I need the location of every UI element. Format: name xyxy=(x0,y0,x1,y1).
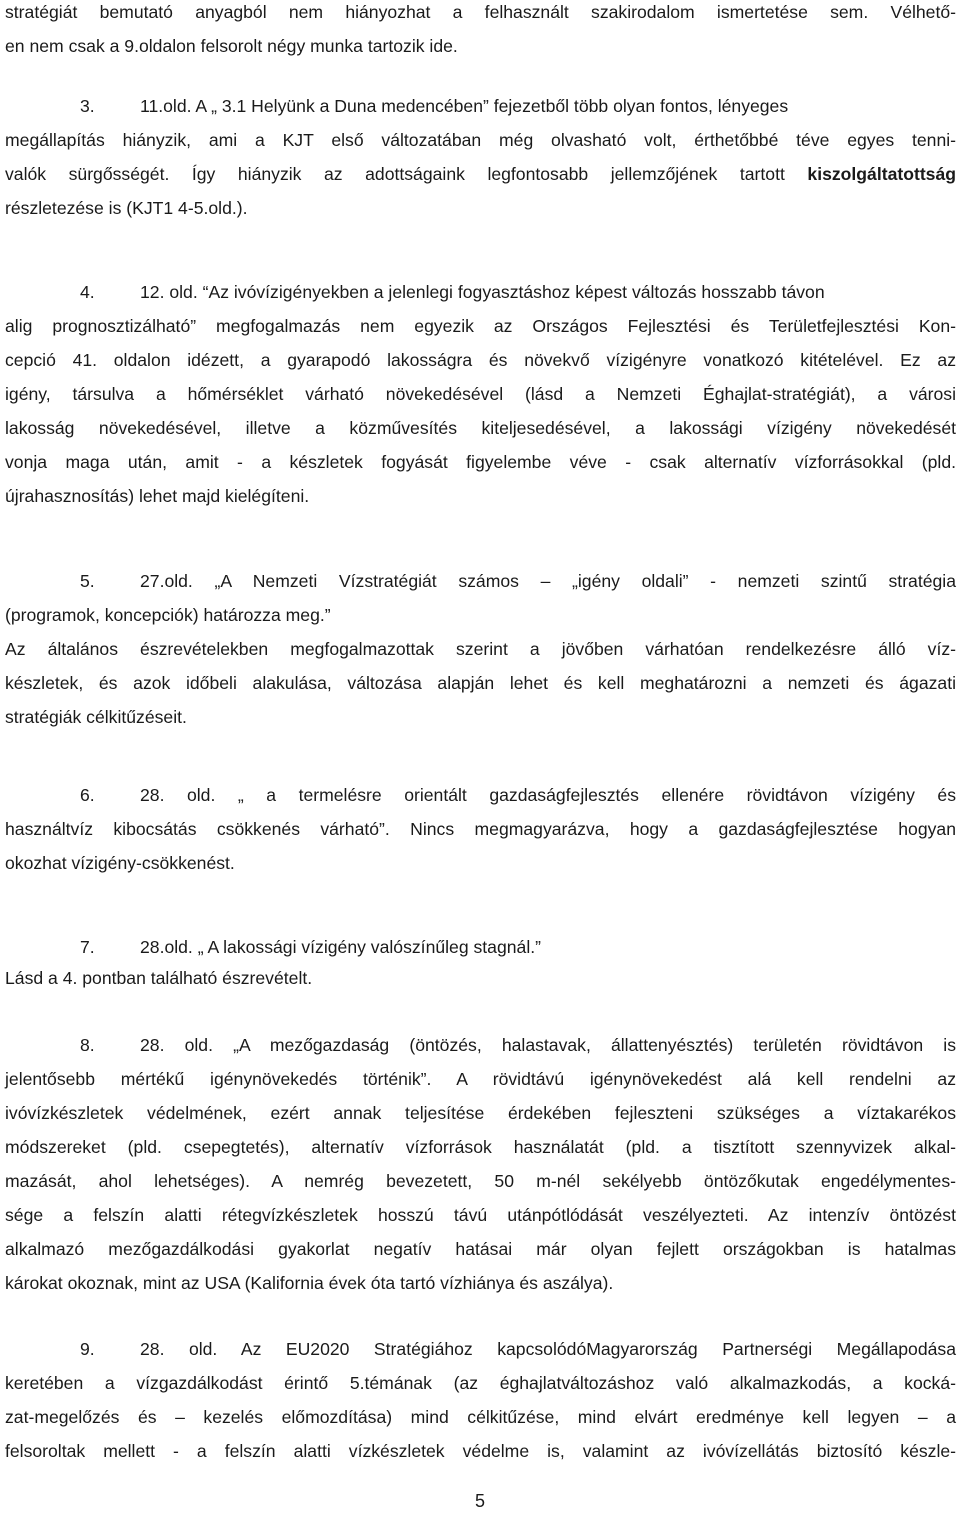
item-5-line-2: Az általános észrevételekben megfogalmazottak szerint a jövőben várhatóan rendelkezésre álló víz- xyxy=(5,639,956,659)
item-number: 6. xyxy=(80,785,95,805)
item-3-heading xyxy=(80,96,788,116)
item-4-line-4: lakosság növekedésével, illetve a közművesítés kiteljesedésével, a lakossági vízigény növekedését xyxy=(5,418,956,438)
item-6-line-2: okozhat vízigény-csökkenést. xyxy=(5,853,235,873)
item-5-heading xyxy=(80,571,956,591)
item-3-line-1: megállapítás hiányzik, ami a KJT első változatában még olvasható volt, érthetőbbé téve egyes tenni- xyxy=(5,130,956,150)
item-7-heading xyxy=(80,937,541,957)
item-3-line-2-text: valók sürgősségét. Így hiányzik az adottságaink legfontosabb jellemzőjének tartott xyxy=(5,164,808,184)
item-3-line-2 xyxy=(5,164,956,184)
item-8-line-2: ivóvízkészletek védelmének, ezért annak teljesítése érdekében fejleszteni szükséges a víztakarékos xyxy=(5,1103,956,1123)
item-7-head-text: 28.old. „ A lakossági vízigény valószínűleg stagnál.” xyxy=(140,937,541,957)
item-8-line-1: jelentősebb mértékű igénynövekedés történik”. A rövidtávú igénynövekedést alá kell rendelni az xyxy=(5,1069,956,1089)
item-9-head-text: 28. old. Az EU2020 Stratégiához kapcsolódóMagyarország Partnerségi Megállapodása xyxy=(140,1339,956,1359)
item-3-bold-term: kiszolgáltatottság xyxy=(807,164,956,184)
item-6-heading xyxy=(80,785,956,805)
item-5-line-4: stratégiák célkitűzéseit. xyxy=(5,707,187,727)
intro-line-1: stratégiát bemutató anyagból nem hiányozhat a felhasznált szakirodalom ismertetése sem. Vélhető- xyxy=(5,2,956,22)
item-number: 3. xyxy=(80,96,95,116)
item-4-heading xyxy=(80,282,825,302)
item-8-line-3: módszereket (pld. csepegtetés), alternatív vízforrások használatát (pld. a tisztított szennyvizek alkal- xyxy=(5,1137,956,1157)
item-8-heading xyxy=(80,1035,956,1055)
item-8-line-5: sége a felszín alatti rétegvízkészletek hosszú távú utánpótlódását veszélyezteti. Az intenzív öntözést xyxy=(5,1205,956,1225)
item-number: 5. xyxy=(80,571,95,591)
item-8-line-4: mazását, ahol lehetséges). A nemrég bevezetett, 50 m-nél sekélyebb öntözőkutak engedélymentes- xyxy=(5,1171,956,1191)
item-8-line-7: károkat okoznak, mint az USA (Kalifornia évek óta tartó vízhiánya és aszálya). xyxy=(5,1273,614,1293)
item-4-line-2: cepció 41. oldalon idézett, a gyarapodó lakosságra és növekvő vízigényre vonatkozó kitételével. Ez az xyxy=(5,350,956,370)
item-number: 8. xyxy=(80,1035,95,1055)
item-number: 7. xyxy=(80,937,95,957)
item-8-line-6: alkalmazó mezőgazdálkodási gyakorlat negatív hatásai már olyan fejlett országokban is hatalmas xyxy=(5,1239,956,1259)
intro-line-2: en nem csak a 9.oldalon felsorolt négy munka tartozik ide. xyxy=(5,36,458,56)
item-4-line-1: alig prognosztizálható” megfogalmazás nem egyezik az Országos Fejlesztési és Területfejlesztési Kon- xyxy=(5,316,956,336)
item-4-line-3: igény, társulva a hőmérséklet várható növekedésével (lásd a Nemzeti Éghajlat-stratégiát), a városi xyxy=(5,384,956,404)
item-9-line-2: zat-megelőzés és – kezelés előmozdítása) mind célkitűzése, mind elvárt eredménye kell legyen – a xyxy=(5,1407,956,1427)
item-number: 9. xyxy=(80,1339,95,1359)
item-4-line-6: újrahasznosítás) lehet majd kielégíteni. xyxy=(5,486,310,506)
item-9-line-1: keretében a vízgazdálkodást érintő 5.témának (az éghajlatváltozáshoz való alkalmazkodás, a kocká- xyxy=(5,1373,956,1393)
item-4-line-5: vonja maga után, amit - a készletek fogyását figyelembe véve - csak alternatív vízforrásokkal (pld. xyxy=(5,452,956,472)
item-number: 4. xyxy=(80,282,95,302)
item-6-head-text: 28. old. „ a termelésre orientált gazdaságfejlesztés ellenére rövidtávon vízigény és xyxy=(140,785,956,805)
page-number: 5 xyxy=(474,1491,485,1511)
item-9-heading xyxy=(80,1339,956,1359)
item-5-line-3: készletek, és azok időbeli alakulása, változása alapján lehet és kell meghatározni a nemzeti és ágazati xyxy=(5,673,956,693)
item-6-line-1: használtvíz kibocsátás csökkenés várható”. Nincs megmagyarázva, hogy a gazdaságfejlesztése hogyan xyxy=(5,819,956,839)
item-5-line-1: (programok, koncepciók) határozza meg.” xyxy=(5,605,331,625)
item-3-head-text: 11.old. A „ 3.1 Helyünk a Duna medencében” fejezetből több olyan fontos, lényeges xyxy=(140,96,789,116)
item-5-head-text: 27.old. „A Nemzeti Vízstratégiát számos – „igény oldali” - nemzeti szintű stratégia xyxy=(140,571,956,591)
item-8-head-text: 28. old. „A mezőgazdaság (öntözés, halastavak, állattenyésztés) területén rövidtávon is xyxy=(140,1035,956,1055)
item-3-line-3: részletezése is (KJT1 4-5.old.). xyxy=(5,198,248,218)
item-7-line-1: Lásd a 4. pontban található észrevételt. xyxy=(5,968,313,988)
item-9-line-3: felsoroltak mellett - a felszín alatti vízkészletek védelme is, valamint az ivóvízellátás biztosító készle- xyxy=(5,1441,956,1461)
item-4-head-text: 12. old. “Az ivóvízigényekben a jelenlegi fogyasztáshoz képest változás hosszabb távon xyxy=(140,282,825,302)
